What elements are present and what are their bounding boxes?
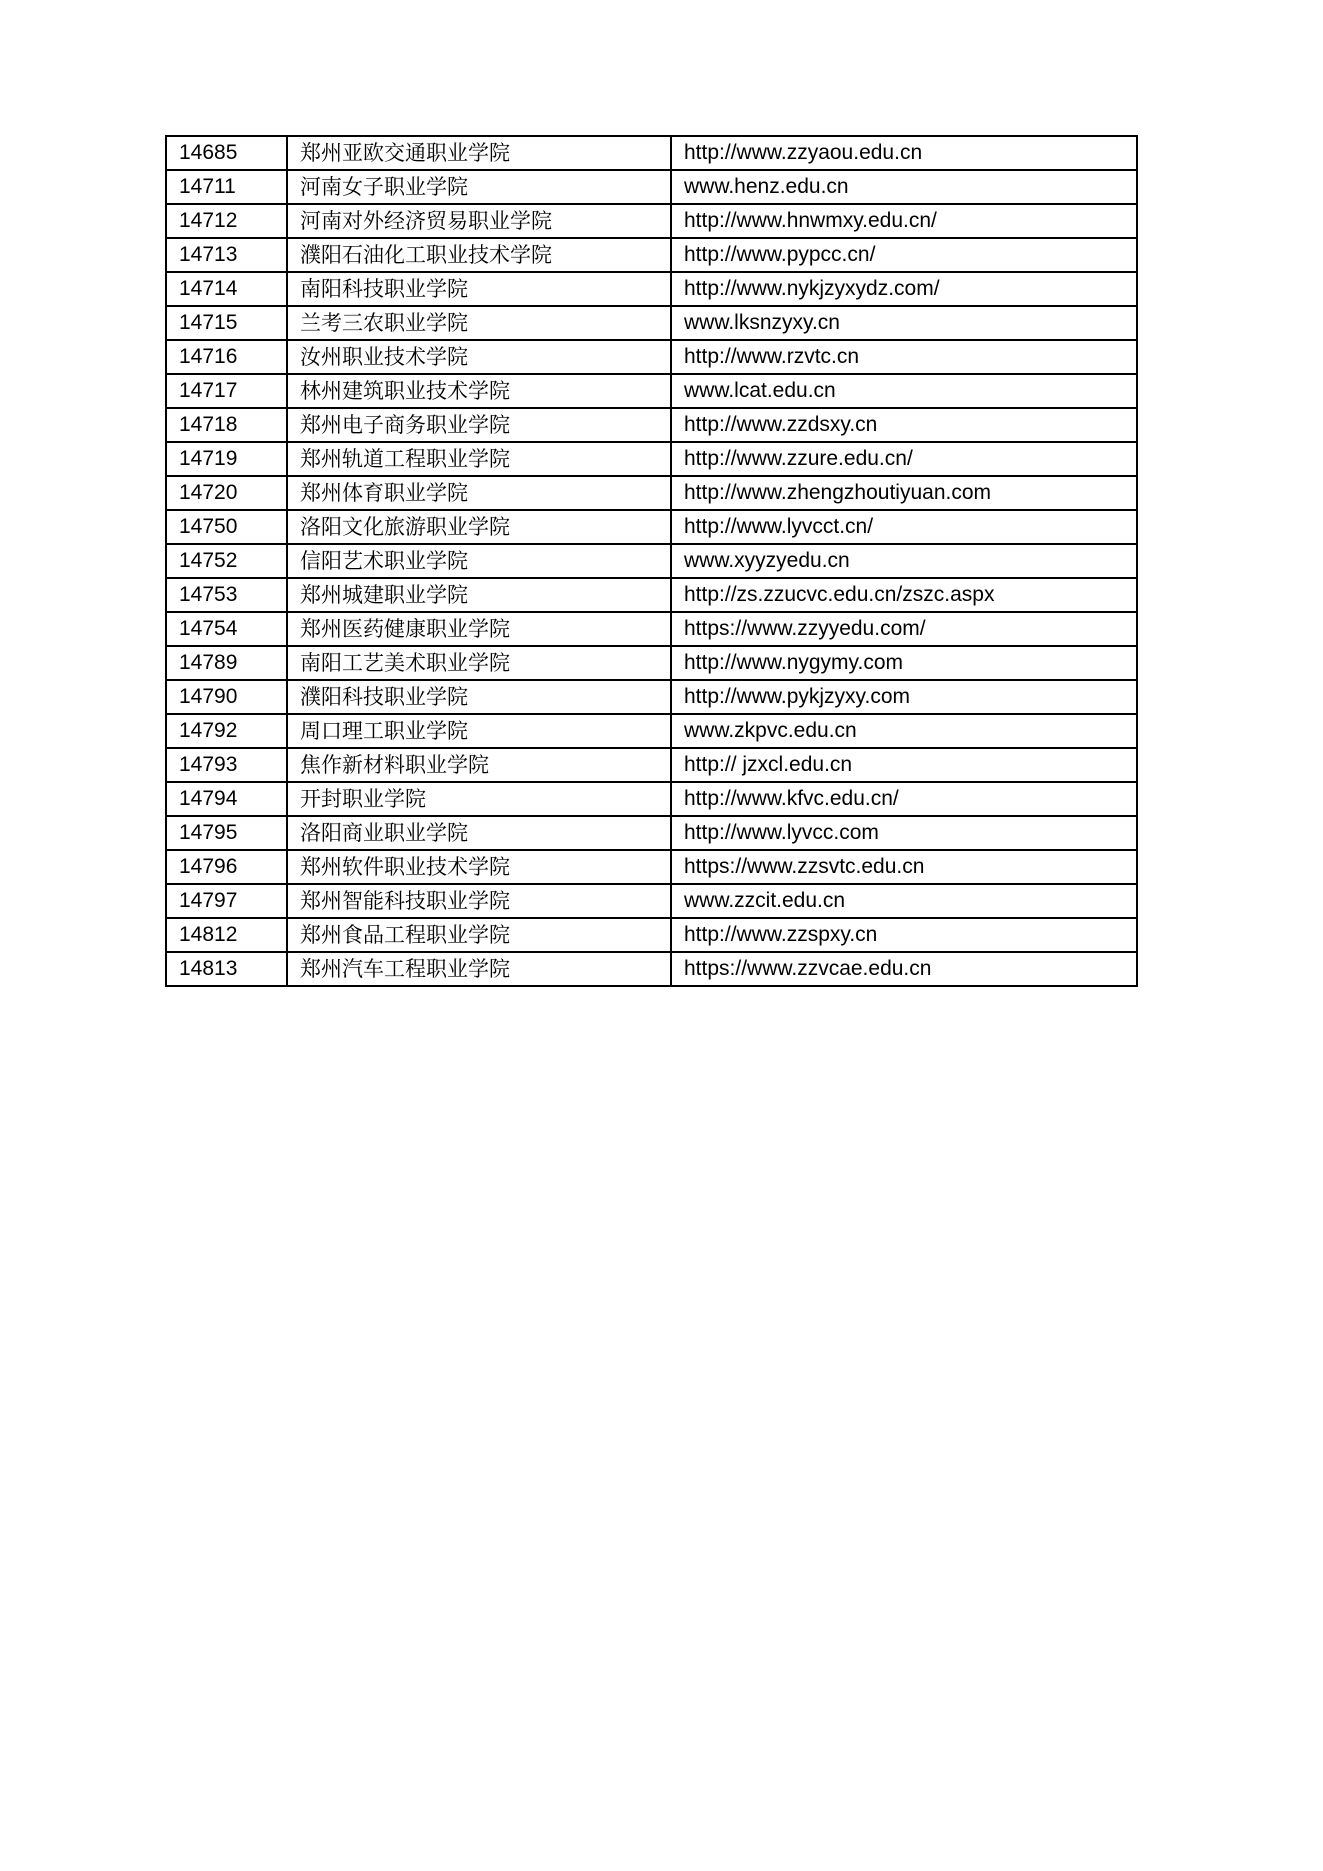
school-url-cell: http:// jzxcl.edu.cn <box>671 748 1137 782</box>
school-code-cell: 14685 <box>166 136 287 170</box>
table-row <box>166 306 1137 340</box>
school-url-cell: https://www.zzvcae.edu.cn <box>671 952 1137 986</box>
school-code-cell: 14720 <box>166 476 287 510</box>
table-row <box>166 952 1137 986</box>
school-url-cell: http://www.zzdsxy.cn <box>671 408 1137 442</box>
table-row <box>166 204 1137 238</box>
table-row <box>166 136 1137 170</box>
school-name-cell: 郑州智能科技职业学院 <box>287 884 671 918</box>
school-url-cell: http://www.zzyaou.edu.cn <box>671 136 1137 170</box>
school-code-cell: 14713 <box>166 238 287 272</box>
school-code-cell: 14796 <box>166 850 287 884</box>
table-row <box>166 544 1137 578</box>
school-name-cell: 焦作新材料职业学院 <box>287 748 671 782</box>
school-code-cell: 14812 <box>166 918 287 952</box>
school-url-cell: http://www.zzspxy.cn <box>671 918 1137 952</box>
school-name-cell: 河南对外经济贸易职业学院 <box>287 204 671 238</box>
school-name-cell: 郑州医药健康职业学院 <box>287 612 671 646</box>
table-row <box>166 408 1137 442</box>
school-url-cell: http://www.hnwmxy.edu.cn/ <box>671 204 1137 238</box>
table-row <box>166 442 1137 476</box>
table-row <box>166 714 1137 748</box>
school-name-cell: 郑州电子商务职业学院 <box>287 408 671 442</box>
school-code-cell: 14793 <box>166 748 287 782</box>
school-url-cell: http://www.zhengzhoutiyuan.com <box>671 476 1137 510</box>
table-row <box>166 272 1137 306</box>
school-name-cell: 汝州职业技术学院 <box>287 340 671 374</box>
school-url-cell: http://www.kfvc.edu.cn/ <box>671 782 1137 816</box>
school-name-cell: 濮阳科技职业学院 <box>287 680 671 714</box>
school-url-cell: http://www.nygymy.com <box>671 646 1137 680</box>
school-name-cell: 郑州亚欧交通职业学院 <box>287 136 671 170</box>
school-code-cell: 14813 <box>166 952 287 986</box>
school-url-cell: www.zzcit.edu.cn <box>671 884 1137 918</box>
school-code-cell: 14754 <box>166 612 287 646</box>
table-row <box>166 238 1137 272</box>
table-row <box>166 170 1137 204</box>
school-name-cell: 河南女子职业学院 <box>287 170 671 204</box>
school-name-cell: 兰考三农职业学院 <box>287 306 671 340</box>
school-code-cell: 14792 <box>166 714 287 748</box>
school-name-cell: 南阳工艺美术职业学院 <box>287 646 671 680</box>
school-code-cell: 14797 <box>166 884 287 918</box>
school-name-cell: 郑州食品工程职业学院 <box>287 918 671 952</box>
school-code-cell: 14750 <box>166 510 287 544</box>
school-name-cell: 洛阳商业职业学院 <box>287 816 671 850</box>
school-name-cell: 郑州汽车工程职业学院 <box>287 952 671 986</box>
table-row <box>166 612 1137 646</box>
school-name-cell: 开封职业学院 <box>287 782 671 816</box>
school-code-cell: 14795 <box>166 816 287 850</box>
school-url-cell: www.lcat.edu.cn <box>671 374 1137 408</box>
school-code-cell: 14716 <box>166 340 287 374</box>
school-code-cell: 14752 <box>166 544 287 578</box>
school-url-cell: http://zs.zzucvc.edu.cn/zszc.aspx <box>671 578 1137 612</box>
school-name-cell: 洛阳文化旅游职业学院 <box>287 510 671 544</box>
school-url-cell: www.lksnzyxy.cn <box>671 306 1137 340</box>
school-name-cell: 郑州体育职业学院 <box>287 476 671 510</box>
table-row <box>166 646 1137 680</box>
school-table <box>165 135 1138 987</box>
school-url-cell: https://www.zzsvtc.edu.cn <box>671 850 1137 884</box>
school-name-cell: 信阳艺术职业学院 <box>287 544 671 578</box>
school-code-cell: 14715 <box>166 306 287 340</box>
school-url-cell: www.zkpvc.edu.cn <box>671 714 1137 748</box>
school-code-cell: 14789 <box>166 646 287 680</box>
table-row <box>166 850 1137 884</box>
school-url-cell: https://www.zzyyedu.com/ <box>671 612 1137 646</box>
school-code-cell: 14711 <box>166 170 287 204</box>
table-row <box>166 374 1137 408</box>
table-row <box>166 510 1137 544</box>
table-row <box>166 340 1137 374</box>
school-url-cell: http://www.zzure.edu.cn/ <box>671 442 1137 476</box>
school-url-cell: http://www.lyvcc.com <box>671 816 1137 850</box>
school-code-cell: 14718 <box>166 408 287 442</box>
table-row <box>166 680 1137 714</box>
school-name-cell: 郑州软件职业技术学院 <box>287 850 671 884</box>
school-url-cell: www.xyyzyedu.cn <box>671 544 1137 578</box>
school-name-cell: 林州建筑职业技术学院 <box>287 374 671 408</box>
school-url-cell: www.henz.edu.cn <box>671 170 1137 204</box>
school-code-cell: 14790 <box>166 680 287 714</box>
school-url-cell: http://www.lyvcct.cn/ <box>671 510 1137 544</box>
school-code-cell: 14794 <box>166 782 287 816</box>
table-row <box>166 884 1137 918</box>
school-name-cell: 濮阳石油化工职业技术学院 <box>287 238 671 272</box>
table-row <box>166 748 1137 782</box>
school-code-cell: 14719 <box>166 442 287 476</box>
school-name-cell: 周口理工职业学院 <box>287 714 671 748</box>
school-url-cell: http://www.rzvtc.cn <box>671 340 1137 374</box>
school-name-cell: 郑州轨道工程职业学院 <box>287 442 671 476</box>
table-row <box>166 816 1137 850</box>
school-url-cell: http://www.nykjzyxydz.com/ <box>671 272 1137 306</box>
school-code-cell: 14717 <box>166 374 287 408</box>
table-row <box>166 578 1137 612</box>
school-code-cell: 14712 <box>166 204 287 238</box>
school-code-cell: 14753 <box>166 578 287 612</box>
school-url-cell: http://www.pykjzyxy.com <box>671 680 1137 714</box>
school-name-cell: 郑州城建职业学院 <box>287 578 671 612</box>
school-name-cell: 南阳科技职业学院 <box>287 272 671 306</box>
table-row <box>166 476 1137 510</box>
school-url-cell: http://www.pypcc.cn/ <box>671 238 1137 272</box>
table-body <box>166 136 1137 986</box>
table-row <box>166 918 1137 952</box>
school-code-cell: 14714 <box>166 272 287 306</box>
table-row <box>166 782 1137 816</box>
